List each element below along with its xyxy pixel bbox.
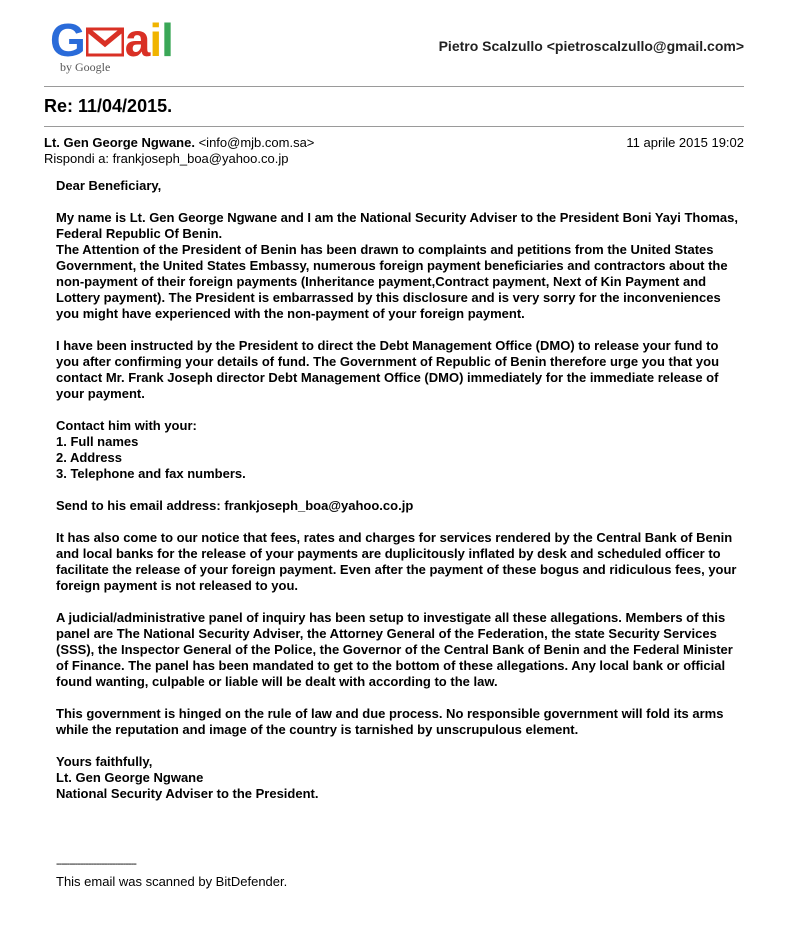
- paragraph-panel: A judicial/administrative panel of inquiry has been setup to investigate all these allegations. Members of this panel are The National Security Adviser, the Attorney General of the Federation, the state Security Services (SSS), the Inspector General of the Police, the Governor of the Central Bank of Benin and the Federal Minister of Finance. The panel has been mandated to get to the bottom of these allegations. Any local bank or official found wanting, culpable or liable will be dealt with according to the law.: [56, 610, 733, 689]
- sender-line: [44, 135, 314, 150]
- contact-item: 3. Telephone and fax numbers.: [56, 466, 246, 481]
- contact-intro: Contact him with your:: [56, 418, 197, 433]
- paragraph-instruction: I have been instructed by the President to direct the Debt Management Office (DMO) to release your fund to you after confirming your details of fund. The Government of Republic of Benin therefore urge you that you contact Mr. Frank Joseph director Debt Management Office (DMO) immediately for the immediate release of your payment.: [56, 338, 720, 401]
- email-subject: Re: 11/04/2015.: [44, 96, 173, 116]
- contact-item: 1. Full names: [56, 434, 139, 449]
- contact-item: 2. Address: [56, 450, 122, 465]
- contact-block: [56, 418, 742, 482]
- signature: [56, 754, 742, 802]
- footer-separator: ------------------------------: [56, 858, 136, 870]
- email-date: 11 aprile 2015 19:02: [626, 135, 744, 150]
- paragraph-fees: It has also come to our notice that fees, rates and charges for services rendered by the Central Bank of Benin and local banks for the release of your payments are duplicitously inflated by desk and scheduled officer to facilitate the release of your foreign payment. Even after the payment of these bogus and ridiculous fees, your foreign payment is not released to you.: [56, 530, 737, 593]
- gmail-logo: [50, 14, 190, 76]
- paragraph-government: This government is hinged on the rule of law and due process. No responsible government will fold its arms while the reputation and image of the country is tarnished by unscrupulous element.: [56, 706, 724, 737]
- signature-name: Lt. Gen George Ngwane: [56, 770, 204, 785]
- envelope-icon: [86, 14, 124, 46]
- paragraph-intro-b: The Attention of the President of Benin has been drawn to complaints and petitions from the United States Government, the United States Embassy, numerous foreign payment beneficiaries and contractors about the non-payment of their foreign payments (Inheritance payment,Contract payment, Next of Kin Payment and Lottery payment). The President is embarrassed by this disclosure and is very sorry for the inconveniences you might have experienced with the non-payment of your foreign payment.: [56, 242, 728, 321]
- logo-byline: by Google: [60, 60, 111, 74]
- scan-notice: This email was scanned by BitDefender.: [56, 874, 288, 889]
- signature-closing: Yours faithfully,: [56, 754, 153, 769]
- paragraph-intro-a: My name is Lt. Gen George Ngwane and I am the National Security Adviser to the President Boni Yayi Thomas, Federal Republic Of Benin.: [56, 210, 738, 241]
- sender-name: Lt. Gen George Ngwane.: [44, 135, 195, 150]
- email-body: [56, 178, 742, 818]
- sender-email: <info@mjb.com.sa>: [198, 135, 315, 150]
- paragraph-intro: [56, 210, 742, 322]
- account-label: Pietro Scalzullo <pietroscalzullo@gmail.com>: [438, 38, 744, 54]
- signature-title: National Security Adviser to the President.: [56, 786, 319, 801]
- greeting: Dear Beneficiary,: [56, 178, 162, 193]
- email-address-line: Send to his email address: frankjoseph_boa@yahoo.co.jp: [56, 498, 414, 513]
- gmail-logo-word: G ail: [50, 14, 173, 66]
- reply-to: Rispondi a: frankjoseph_boa@yahoo.co.jp: [44, 151, 289, 166]
- divider: [44, 86, 744, 87]
- divider: [44, 126, 744, 127]
